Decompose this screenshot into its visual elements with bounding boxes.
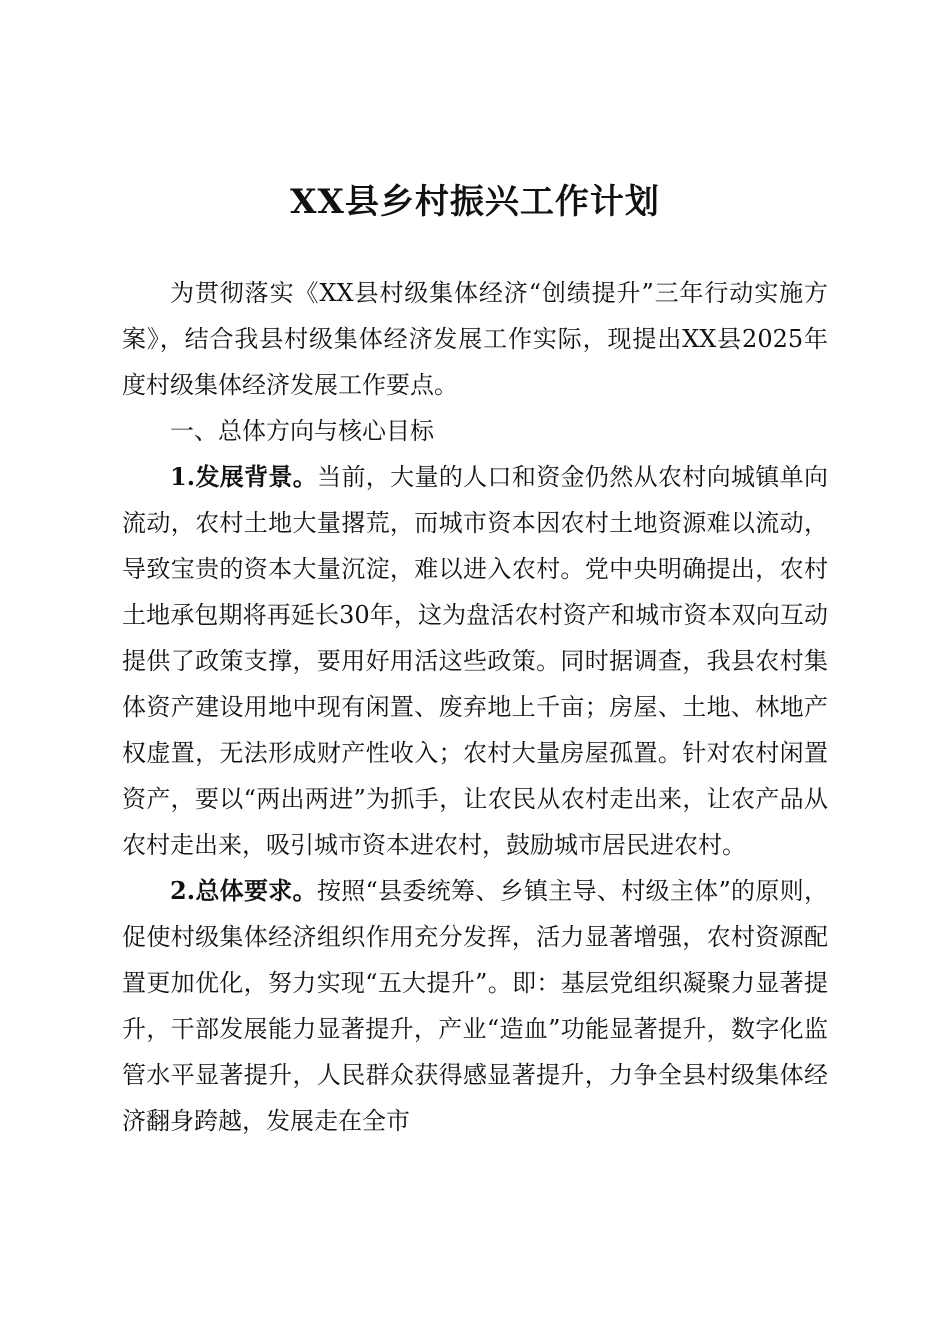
paragraph-text: 当前，大量的人口和资金仍然从农村向城镇单向流动，农村土地大量撂荒，而城市资本因农村土地资源难以流动，导致宝贵的资本大量沉淀，难以进入农村。党中央明确提出，农村土地承包期将再延长30年，这为盘活农村资产和城市资本双向互动提供了政策支撑，要用好用活这些政策。同时据调查，我县农村集体资产建设用地中现有闲置、废弃地上千亩；房屋、土地、林地产权虚置，无法形成财产性收入；农村大量房屋孤置。针对农村闲置资产，要以“两出两进”为抓手，让农民从农村走出来，让农产品从农村走出来，吸引城市资本进农村，鼓励城市居民进农村。 bbox=[122, 463, 828, 859]
section-heading: 一、总体方向与核心目标 bbox=[170, 417, 434, 445]
paragraph-lead: 2.总体要求。 bbox=[170, 876, 317, 905]
paragraph-lead: 1.发展背景。 bbox=[170, 462, 318, 491]
document-title: XX县乡村振兴工作计划 bbox=[290, 182, 660, 222]
document-body bbox=[122, 270, 828, 1144]
requirements-paragraph bbox=[122, 868, 828, 1144]
paragraph-text: 按照“县委统筹、乡镇主导、村级主体”的原则，促使村级集体经济组织作用充分发挥，活力显著增强，农村资源配置更加优化，努力实现“五大提升”。即：基层党组织凝聚力显著提升，干部发展能力显著提升，产业“造血”功能显著提升，数字化监管水平显著提升，人民群众获得感显著提升，力争全县村级集体经济翻身跨越，发展走在全市 bbox=[122, 877, 828, 1135]
intro-paragraph: 为贯彻落实《XX县村级集体经济“创绩提升”三年行动实施方案》，结合我县村级集体经济发展工作实际，现提出XX县2025年度村级集体经济发展工作要点。 bbox=[122, 279, 828, 399]
background-paragraph bbox=[122, 454, 828, 868]
